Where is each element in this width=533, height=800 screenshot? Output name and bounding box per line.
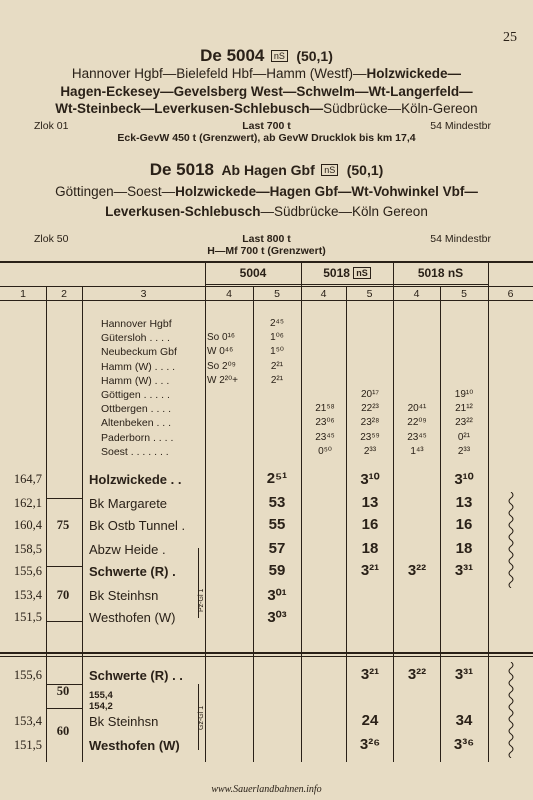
col-divider — [393, 261, 394, 762]
wavy-line-icon — [506, 492, 516, 588]
station-name: Abzw Heide . — [89, 542, 166, 557]
footer-url: www.Sauerlandbahnen.info — [211, 784, 322, 795]
colnum: 4 — [226, 288, 232, 300]
station-name: Hamm (W) . . . — [101, 374, 170, 387]
station-name: Bk Steinhsn — [89, 714, 159, 729]
km-value: 153,4 — [13, 714, 42, 728]
time-cell: 18 — [361, 540, 379, 557]
route-text: Hannover Hgbf—Bielefeld Hbf—Hamm (Westf)— — [71, 66, 367, 81]
train2-ns-box: nS — [321, 164, 338, 176]
time-cell: 19¹⁰ — [454, 389, 474, 400]
route-text-bold: Holzwickede—Hagen Gbf—Wt-Vohwinkel Vbf— — [175, 184, 478, 199]
station-name: Schwerte (R) . — [89, 564, 176, 579]
time-cell: 21⁵⁸ — [315, 403, 335, 415]
time-cell: 3¹⁰ — [454, 471, 474, 488]
col-divider — [301, 261, 302, 762]
pass-time: W 0⁴⁶ — [207, 346, 234, 358]
time-cell: 23⁴⁵ — [315, 431, 335, 443]
route-text-bold: Wt-Steinbeck—Leverkusen-Schlebusch— — [55, 101, 324, 116]
time-cell: 2³³ — [363, 445, 377, 457]
time-cell: 1⁰⁶ — [270, 332, 284, 344]
col-divider — [46, 286, 47, 762]
station-name: Bk Steinhsn — [89, 588, 159, 603]
train1-route-3 — [0, 101, 533, 116]
group-number: 50 — [56, 684, 70, 698]
time-cell: 1⁵⁰ — [270, 346, 284, 358]
sub-km: 155,4 — [89, 690, 113, 701]
time-cell: 3⁰¹ — [267, 587, 287, 604]
colnum: 5 — [366, 288, 373, 300]
gr-split-3 — [46, 498, 82, 499]
time-cell: 2⁵¹ — [266, 470, 288, 487]
train1-load: (50,1) — [296, 48, 333, 64]
time-cell: 2²¹ — [270, 360, 284, 372]
header-5004: 5004 — [239, 266, 267, 280]
train1-last: Last 700 t — [242, 120, 291, 132]
km-value: 151,5 — [13, 610, 42, 624]
station-name: Hannover Hgbf — [101, 318, 172, 330]
train2-from: Ab Hagen Gbf — [221, 162, 315, 178]
time-cell: 3⁰³ — [267, 609, 287, 626]
time-cell: 23⁵⁹ — [360, 431, 380, 443]
km-value: 151,5 — [13, 738, 42, 752]
header-rule-full — [0, 286, 533, 287]
header-5018a — [301, 266, 393, 280]
time-cell: 20⁴¹ — [407, 403, 427, 415]
train1-note-wrap — [0, 132, 533, 144]
colnum: 3 — [140, 288, 147, 300]
time-cell: 16 — [455, 516, 473, 533]
station-name: Altenbeken . . . — [101, 417, 172, 430]
station-name: Holzwickede . . — [89, 472, 182, 487]
km-value: 155,6 — [13, 564, 42, 578]
header-5018b: 5018 nS — [417, 266, 464, 280]
gr-split-4 — [46, 566, 82, 567]
time-cell: 24 — [361, 712, 379, 729]
colnum: 4 — [320, 288, 327, 300]
time-cell: 57 — [268, 540, 286, 557]
time-cell: 3²¹ — [360, 562, 380, 579]
time-cell: 22⁰⁹ — [407, 417, 427, 429]
km-value: 153,4 — [13, 588, 42, 602]
time-cell: 3²⁶ — [359, 736, 381, 753]
section-rule-1 — [0, 652, 533, 654]
train1-number: De 5004 — [200, 46, 265, 65]
time-cell: 23⁴⁵ — [407, 431, 427, 443]
km-value: 158,5 — [13, 542, 42, 556]
km-value: 164,7 — [13, 472, 42, 486]
time-cell: 1⁴³ — [410, 445, 424, 457]
station-name: Paderborn . . . . — [101, 431, 174, 444]
time-cell: 3³¹ — [454, 562, 474, 579]
station-name: Bk Ostb Tunnel . — [89, 518, 186, 533]
pass-time: So 0¹⁶ — [207, 332, 236, 344]
col-divider — [488, 261, 489, 762]
section-rule-2 — [0, 656, 533, 657]
table-top-rule — [0, 261, 533, 263]
station-name: Ottbergen . . . . — [101, 403, 172, 416]
time-cell: 22²³ — [361, 403, 379, 415]
time-cell: 59 — [268, 562, 286, 579]
train2-load: (50,1) — [346, 162, 384, 178]
time-cell: 2³³ — [457, 445, 471, 457]
colnum: 2 — [61, 288, 67, 300]
train2-mindest: 54 Mindestbr — [430, 233, 491, 245]
time-cell: 3¹⁰ — [360, 471, 380, 488]
col-divider — [82, 286, 83, 762]
colnum: 4 — [413, 288, 420, 300]
station-name: Hamm (W) . . . . — [101, 360, 176, 373]
train1-mindest: 54 Mindestbr — [430, 120, 491, 132]
track-label: Pz-Gl 1 — [198, 588, 205, 612]
wavy-line-icon — [506, 662, 516, 758]
station-name: Soest . . . . . . . — [101, 445, 169, 458]
train2-route-1 — [0, 184, 533, 199]
station-name: Westhofen (W) — [89, 738, 180, 753]
train1-route-1 — [0, 66, 533, 81]
route-text: —Südbrücke—Köln Gereon — [260, 204, 428, 219]
train1-ns-box: nS — [271, 50, 288, 62]
time-cell: 20¹⁷ — [360, 389, 380, 400]
header-5018a-num: 5018 — [323, 266, 350, 280]
time-cell: 3²² — [407, 666, 427, 683]
col-divider — [205, 261, 206, 762]
time-cell: 3²¹ — [360, 666, 380, 683]
train1-zlok: Zlok 01 — [34, 120, 69, 132]
route-text: Göttingen—Soest— — [55, 184, 176, 199]
time-cell: 34 — [455, 712, 473, 729]
train2-zlok: Zlok 50 — [34, 233, 69, 245]
km-value: 162,1 — [13, 496, 42, 510]
station-name: Westhofen (W) — [89, 610, 176, 625]
group-number: 70 — [56, 588, 70, 602]
station-name: Bk Margarete — [89, 496, 168, 511]
time-cell: 3²² — [407, 562, 427, 579]
route-text: Südbrücke—Köln-Gereon — [323, 101, 478, 116]
time-cell: 3³¹ — [454, 666, 474, 683]
time-cell: 2⁴⁵ — [269, 318, 284, 329]
gr-split-2 — [46, 708, 82, 709]
time-cell: 0²¹ — [457, 431, 471, 443]
route-text-bold: Holzwickede— — [366, 66, 462, 81]
header-rule — [205, 284, 488, 285]
gr-split-5 — [46, 621, 82, 622]
time-cell: 13 — [455, 494, 473, 511]
train1-note: Eck-GevW 450 t (Grenzwert), ab GevW Drucklok bis km 17,4 — [117, 132, 416, 144]
colnum: 5 — [461, 288, 467, 300]
time-cell: 53 — [268, 494, 286, 511]
time-cell: 16 — [361, 516, 379, 533]
km-value: 155,6 — [13, 668, 42, 682]
pass-time: So 2⁰⁹ — [207, 360, 236, 372]
pass-time: W 2²⁰+ — [207, 374, 238, 386]
time-cell: 2²¹ — [270, 374, 284, 386]
header-5018a-ns: nS — [353, 267, 371, 279]
time-cell: 3³⁶ — [453, 736, 475, 753]
route-text-bold: Leverkusen-Schlebusch — [105, 204, 261, 219]
station-name: Göttigen . . . . . — [101, 389, 170, 401]
time-cell: 13 — [361, 494, 379, 511]
time-cell: 18 — [455, 540, 473, 557]
colnum: 1 — [20, 288, 26, 300]
station-name: Neubeckum Gbf — [101, 346, 177, 359]
station-name: Gütersloh . . . . — [101, 332, 170, 345]
station-name: Schwerte (R) . . — [89, 668, 183, 683]
time-cell: 0⁵⁰ — [318, 445, 332, 457]
time-cell: 23²² — [455, 417, 473, 429]
train1-route-2: Hagen-Eckesey—Gevelsberg West—Schwelm—Wt-Langerfeld— — [60, 84, 473, 99]
track-label: Gz-Gl 1 — [198, 705, 205, 730]
train1-title — [0, 46, 533, 66]
train2-title — [0, 160, 533, 180]
train2-route-2 — [0, 204, 533, 219]
km-value: 160,4 — [13, 518, 42, 532]
page-number: 25 — [503, 30, 517, 45]
time-cell: 21¹² — [455, 403, 473, 415]
colnum-rule — [0, 300, 533, 301]
train2-note-wrap — [0, 245, 533, 257]
time-cell: 55 — [268, 516, 286, 533]
time-cell: 23²⁸ — [360, 417, 380, 429]
train2-last: Last 800 t — [242, 233, 291, 245]
colnum: 5 — [274, 288, 280, 300]
time-cell: 23⁰⁶ — [315, 417, 335, 429]
sub-km: 154,2 — [89, 701, 113, 712]
group-number: 60 — [56, 724, 70, 738]
train2-note: H—Mf 700 t (Grenzwert) — [207, 245, 326, 257]
train2-number: De 5018 — [149, 160, 214, 179]
colnum: 6 — [507, 288, 514, 300]
group-number: 75 — [56, 518, 70, 532]
